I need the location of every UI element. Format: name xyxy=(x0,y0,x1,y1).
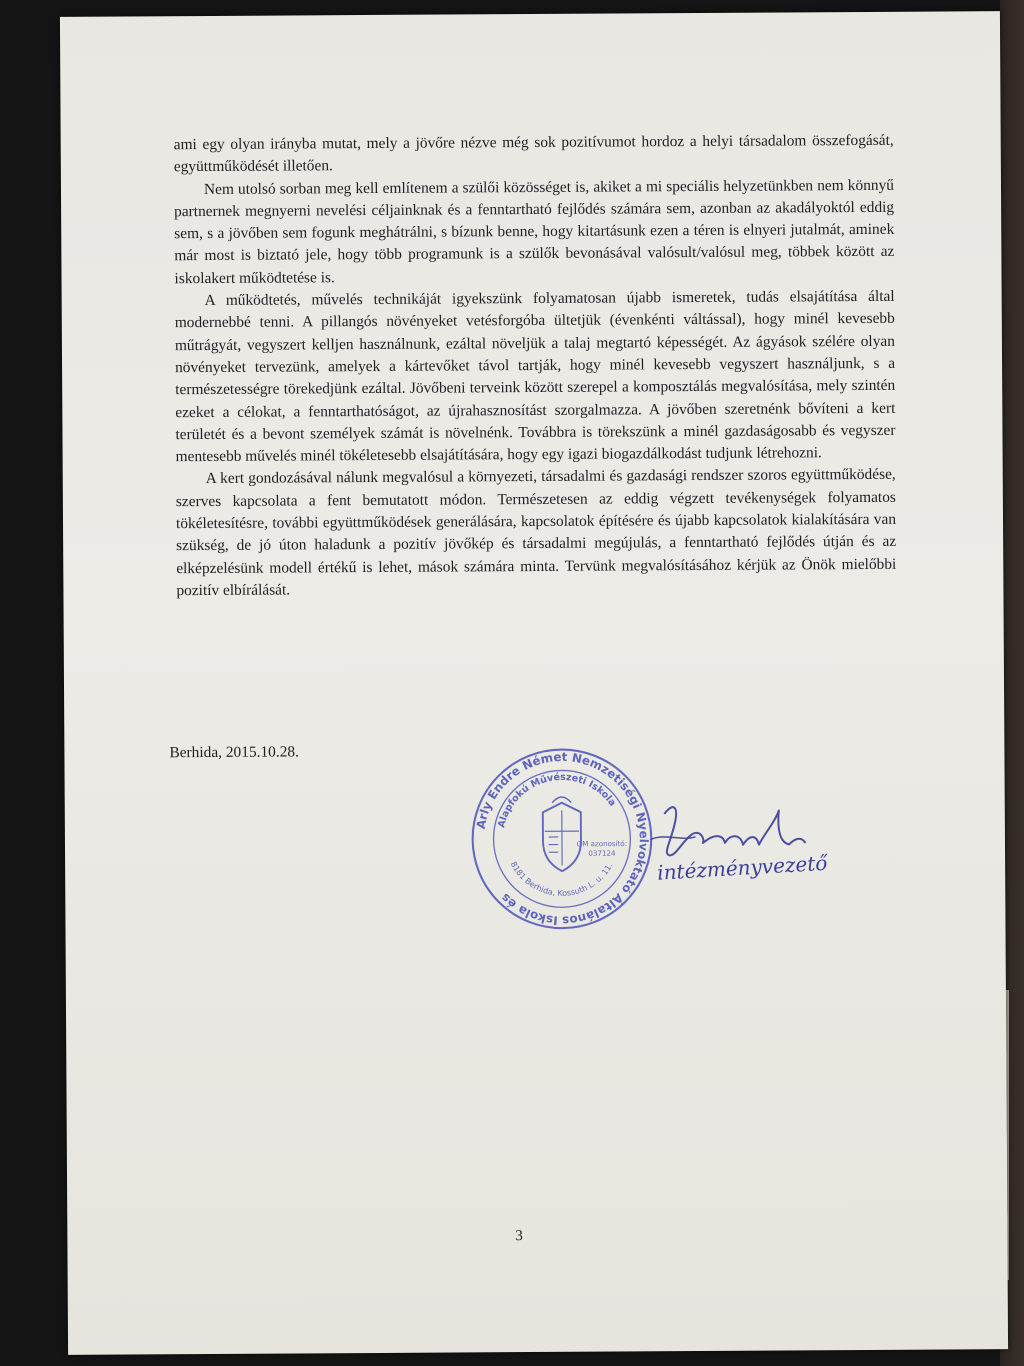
document-page xyxy=(60,11,1008,1355)
stamp-outer-text: Arly Endre Német Nemzetiségi Nyelvoktató Általános Iskola és xyxy=(473,749,651,928)
signature-caption: intézményvezető xyxy=(656,850,828,885)
stamp-address: 8181 Berhida, Kossuth L. u. 11. xyxy=(508,860,615,898)
school-stamp xyxy=(466,743,657,934)
stamp-inner-text: Alapfokú Művészeti Iskola xyxy=(496,771,618,829)
paragraph-3: A működtetés, művelés technikáját igyekszünk folyamatosan újabb ismeretek, tudás elsajátítása által modernebbé tenni. A pillangós növényeket vetésforgóba ültetjük (évenkénti váltással), hogy minél kevesebb műtrágyát, vegyszert kelljen használnunk, ezáltal növeljük a talaj megtartó képességét. Az ágyások szélére olyan növényeket tervezünk, amelyek a kártevőket távol tartják, hogy minél kevesebb vegyszert használjunk, s a természetességre törekedjünk ezáltal. Jövőbeni terveink között szerepel a komposztálás megvalósítása, mely szintén ezeket a célokat, a fenntarthatóságot, az újrahasznosítást szorgalmazza. A jövőben szeretnénk bővíteni a kert területét és a bevont személyek számát is növelnénk. Továbbra is törekszünk a minél gazdaságosabb és vegyszer mentesebb művelés minél tökéletesebb elsajátítására, hogy egy igazi biogazdálkodást tudjunk létrehozni. xyxy=(174,287,896,466)
handwritten-signature xyxy=(645,792,876,913)
page-number: 3 xyxy=(515,1228,523,1245)
paragraph-4: A kert gondozásával nálunk megvalósul a környezeti, társadalmi és gazdasági rendszer szoros együttműködése, szerves kapcsolata a fent bemutatott módon. Természetesen az eddig végzett tevékenységek folyamatos tökéletesítésre, további együttműködések generálására, kapcsolatok építésére és újabb kapcsolatok kialakítására van szükség, de jó úton haladunk a pozitív jövőkép és társadalmi megújulás, a fenntartható fejlődés útján és az elképzelésünk modell értékű is lehet, mások számára minta. Tervünk megvalósításához kérjük az Önök mielőbbi pozitív elbírálását. xyxy=(175,466,897,600)
place-and-date: Berhida, 2015.10.28. xyxy=(169,743,299,762)
paragraph-1: ami egy olyan irányba mutat, mely a jövőre nézve még sok pozitívumot hordoz a helyi társadalom összefogását, együttműködését illetően. xyxy=(173,131,894,176)
paragraph-2: Nem utolsó sorban meg kell említenem a szülői közösséget is, akiket a mi speciális helyzetünkben nem könnyű partnernek megnyerni nevelési céljainknak és a fenntartható fejlődés számára sem, azonban az akadályoktól eddig sem, s a jövőben sem fogunk meghátrálni, s bízunk benne, hogy kitartásunk ezen a téren is elnyeri jutalmát, aminek már most is biztató jele, hogy több programunk is a szülők bevonásával valósult/valósul meg, többek között az iskolakert működtetése is. xyxy=(174,176,895,287)
stamp-om-label: OM azonosító: xyxy=(576,839,628,849)
body-text xyxy=(174,130,897,603)
coat-of-arms-icon xyxy=(543,797,581,871)
stamp-om-number: 037124 xyxy=(588,848,616,858)
